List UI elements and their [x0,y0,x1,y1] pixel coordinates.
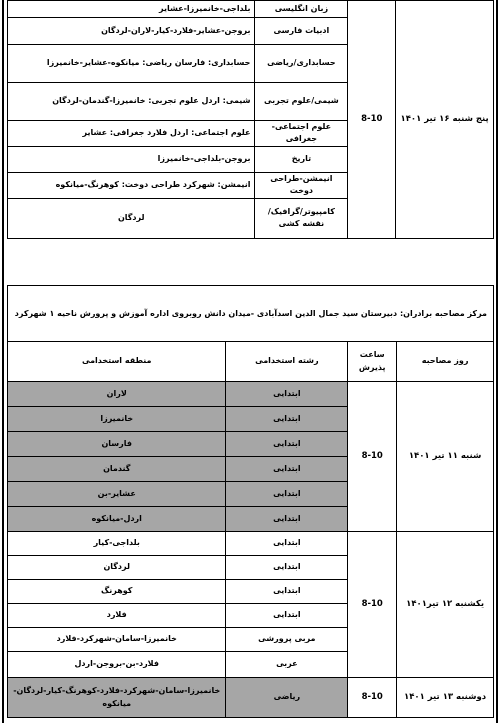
thursday-time-cell: 8-10 [348,1,396,239]
center-title: مرکز مصاحبه برادران: دبیرستان سید جمال الدین اسدآبادی -میدان دانش روبروی اداره آموزش و پرورش ناحیه ۱ شهرکرد [8,286,494,342]
region-cell: بروجن-بلداجی-خانمیرزا [8,146,255,172]
monday-day-cell: دوشنبه ۱۳ تیر ۱۴۰۱ [397,678,494,718]
region-cell: بروجن-عشایر-فلارد-کیار-لاران-لردگان [8,18,255,45]
field-cell: ابتدایی [226,432,348,457]
region-cell: علوم اجتماعی: اردل فلارد جغرافی: عشایر [8,121,255,147]
field-cell: تاریخ [255,146,348,172]
saturday-day-cell: شنبه ۱۱ تیر ۱۴۰۱ [397,382,494,532]
field-cell: ریاضی [226,678,348,718]
field-cell: حسابداری/ریاضی [255,45,348,83]
region-cell: حسابداری: فارسان ریاضی: میانکوه-عشایر-خانمیرزا [8,45,255,83]
region-cell: خانمیرزا-سامان-شهرکرد-فلارد-کوهرنگ-کیار-لردگان-میانکوه [8,678,226,718]
table-row [8,678,494,718]
field-cell: مربی پرورشی [226,628,348,652]
region-cell: شیمی: اردل علوم تجربی: خانمیرزا-گندمان-لردگان [8,83,255,121]
field-cell: ابتدایی [226,507,348,532]
field-cell: ابتدایی [226,457,348,482]
region-cell: بلداجی-کیار [8,532,226,556]
region-cell: بلداجی-خانمیرزا-عشایر [8,1,255,18]
sunday-day-cell: یکشنبه ۱۲ تیر۱۴۰۱ [397,532,494,678]
region-cell: لاران [8,382,226,407]
region-cell: خانمیرزا-سامان-شهرکرد-فلارد [8,628,226,652]
header-day: روز مصاحبه [397,342,494,382]
sunday-time-cell: 8-10 [348,532,397,678]
region-cell: عشایر-بن [8,482,226,507]
region-cell: گندمان [8,457,226,482]
interview-schedule-table [7,285,494,718]
region-cell: کوهرنگ [8,580,226,604]
table-row [8,1,494,18]
field-cell: ابتدایی [226,482,348,507]
field-cell: ابتدایی [226,532,348,556]
header-time: ساعت پذیرش [348,342,397,382]
region-cell: فارسان [8,432,226,457]
center-title-row [8,286,494,342]
monday-time-cell: 8-10 [348,678,397,718]
field-cell: شیمی/علوم تجربی [255,83,348,121]
saturday-time-cell: 8-10 [348,382,397,532]
field-cell: ابتدایی [226,407,348,432]
region-cell: اردل-میانکوه [8,507,226,532]
table-row [8,382,494,407]
field-cell: ادبیات فارسی [255,18,348,45]
header-field: رشته استخدامی [226,342,348,382]
field-cell: ابتدایی [226,556,348,580]
field-cell: زبان انگلیسی [255,1,348,18]
field-cell: علوم اجتماعی-جغرافی [255,121,348,147]
table-row [8,532,494,556]
region-cell: فلارد-بن-بروجن-اردل [8,652,226,678]
header-region: منطقه استخدامی [8,342,226,382]
field-cell: کامپیوتر/گرافیک/نقشه کشی [255,198,348,238]
field-cell: ابتدایی [226,382,348,407]
field-cell: ابتدایی [226,580,348,604]
region-cell: فلارد [8,604,226,628]
region-cell: خانمیرزا [8,407,226,432]
region-cell: لردگان [8,198,255,238]
field-cell: عربی [226,652,348,678]
region-cell: لردگان [8,556,226,580]
field-cell: ابتدایی [226,604,348,628]
thursday-schedule-table [7,0,494,239]
header-row [8,342,494,382]
field-cell: انیمشن-طراحی دوخت [255,172,348,198]
thursday-day-cell: پنج شنبه ۱۶ تیر ۱۴۰۱ [396,1,494,239]
region-cell: انیمشن: شهرکرد طراحی دوخت: کوهرنگ-میانکوه [8,172,255,198]
